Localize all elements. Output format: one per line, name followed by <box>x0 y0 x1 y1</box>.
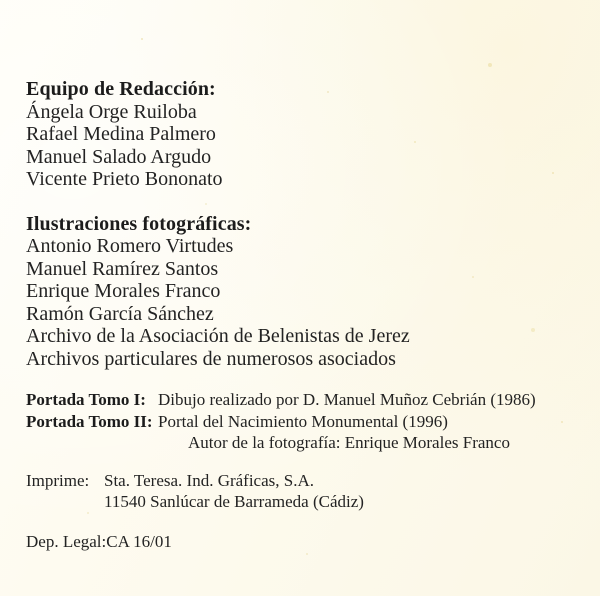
credit-line: Antonio Romero Virtudes <box>26 235 234 257</box>
credit-line: Archivos particulares de numerosos asociados <box>26 347 396 370</box>
imprime-line-2: 11540 Sanlúcar de Barrameda (Cádiz) <box>104 491 364 511</box>
credit-line: Manuel Salado Argudo <box>26 145 212 168</box>
credit-line: Ángela Orge Ruiloba <box>26 100 197 123</box>
credit-line: Vicente Prieto Bononato <box>26 168 223 190</box>
page-content <box>26 78 590 552</box>
credit-line: Ramón García Sánchez <box>26 302 214 325</box>
imprime-value <box>104 470 364 512</box>
paper-specks <box>0 0 2 2</box>
portada-tomo1-text: Dibujo realizado por D. Manuel Muñoz Cebrián (1986) <box>158 390 536 409</box>
imprime-label: Imprime: <box>26 470 90 490</box>
portada-tomo2-label: Portada Tomo II: <box>26 411 153 431</box>
section-heading-ilustraciones: Ilustraciones fotográficas: <box>26 212 252 235</box>
section-dep-legal <box>26 531 590 552</box>
section-portada <box>26 389 590 454</box>
imprime-line-1: Sta. Teresa. Ind. Gráficas, S.A. <box>104 470 314 490</box>
section-heading-equipo: Equipo de Redacción: <box>26 78 216 100</box>
credit-line: Enrique Morales Franco <box>26 280 221 302</box>
section-ilustraciones <box>26 213 590 371</box>
dep-legal-label: Dep. Legal: <box>26 531 107 551</box>
portada-tomo1-label: Portada Tomo I: <box>26 390 146 409</box>
credit-line: Archivo de la Asociación de Belenistas de Jerez <box>26 325 410 347</box>
section-equipo-redaccion <box>26 78 590 191</box>
portada-tomo2-row <box>26 411 590 433</box>
credit-line: Manuel Ramírez Santos <box>26 257 219 280</box>
portada-tomo1-row <box>26 389 590 411</box>
portada-tomo2-text: Portal del Nacimiento Monumental (1996) <box>158 411 448 431</box>
portada-autor-line: Autor de la fotografía: Enrique Morales Franco <box>188 433 510 452</box>
dep-legal-value: CA 16/01 <box>106 531 172 551</box>
section-imprime <box>26 470 590 512</box>
credit-line: Rafael Medina Palmero <box>26 123 216 145</box>
